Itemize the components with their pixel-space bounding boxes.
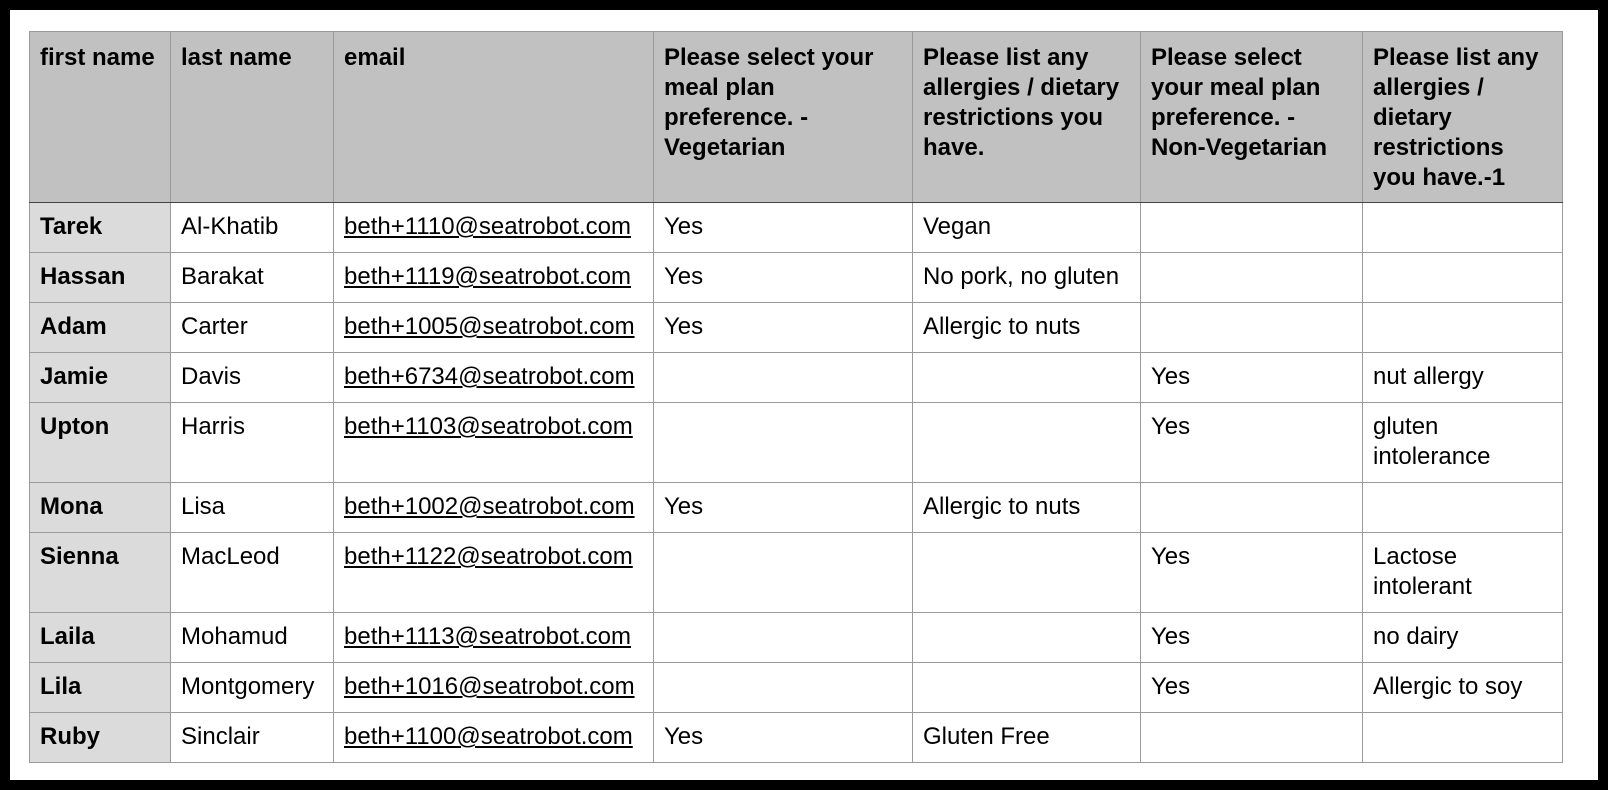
table-row <box>30 203 1563 253</box>
last-name-cell: Montgomery <box>171 663 334 713</box>
email-cell <box>334 533 654 613</box>
last-name-cell: Davis <box>171 353 334 403</box>
header-cell: email <box>334 32 654 203</box>
non-vegetarian-cell <box>1141 713 1363 763</box>
non-vegetarian-cell <box>1141 203 1363 253</box>
first-name-cell: Laila <box>30 613 171 663</box>
first-name-cell: Sienna <box>30 533 171 613</box>
vegetarian-allergies-cell <box>913 353 1141 403</box>
header-cell: first name <box>30 32 171 203</box>
email-link[interactable]: beth+6734@seatrobot.com <box>344 363 635 390</box>
vegetarian-allergies-cell <box>913 403 1141 483</box>
vegetarian-allergies-cell <box>913 533 1141 613</box>
email-cell <box>334 353 654 403</box>
non-vegetarian-allergies-cell <box>1363 303 1563 353</box>
first-name-cell: Lila <box>30 663 171 713</box>
first-name-cell: Adam <box>30 303 171 353</box>
vegetarian-cell <box>654 663 913 713</box>
non-vegetarian-cell: Yes <box>1141 613 1363 663</box>
vegetarian-cell <box>654 613 913 663</box>
email-link[interactable]: beth+1110@seatrobot.com <box>344 213 631 240</box>
header-cell: Please list any allergies / dietary restrictions you have. <box>913 32 1141 203</box>
table-row <box>30 713 1563 763</box>
non-vegetarian-cell: Yes <box>1141 353 1363 403</box>
email-cell <box>334 253 654 303</box>
non-vegetarian-allergies-cell <box>1363 253 1563 303</box>
first-name-cell: Mona <box>30 483 171 533</box>
email-cell <box>334 303 654 353</box>
email-link[interactable]: beth+1113@seatrobot.com <box>344 623 631 650</box>
first-name-cell: Tarek <box>30 203 171 253</box>
non-vegetarian-cell <box>1141 483 1363 533</box>
non-vegetarian-allergies-cell: Allergic to soy <box>1363 663 1563 713</box>
vegetarian-cell: Yes <box>654 253 913 303</box>
vegetarian-allergies-cell <box>913 663 1141 713</box>
email-cell <box>334 403 654 483</box>
sheet-frame <box>10 10 1598 780</box>
email-link[interactable]: beth+1016@seatrobot.com <box>344 673 635 700</box>
non-vegetarian-cell <box>1141 303 1363 353</box>
email-link[interactable]: beth+1005@seatrobot.com <box>344 313 635 340</box>
vegetarian-cell: Yes <box>654 713 913 763</box>
non-vegetarian-allergies-cell <box>1363 713 1563 763</box>
non-vegetarian-cell: Yes <box>1141 663 1363 713</box>
vegetarian-allergies-cell: No pork, no gluten <box>913 253 1141 303</box>
table-row <box>30 253 1563 303</box>
email-link[interactable]: beth+1103@seatrobot.com <box>344 413 633 440</box>
header-cell: last name <box>171 32 334 203</box>
non-vegetarian-allergies-cell: no dairy <box>1363 613 1563 663</box>
table-row <box>30 353 1563 403</box>
last-name-cell: Barakat <box>171 253 334 303</box>
header-cell: Please select your meal plan preference. - Vegetarian <box>654 32 913 203</box>
table-row <box>30 533 1563 613</box>
table-row <box>30 613 1563 663</box>
vegetarian-cell: Yes <box>654 303 913 353</box>
last-name-cell: Sinclair <box>171 713 334 763</box>
first-name-cell: Ruby <box>30 713 171 763</box>
header-row <box>30 32 1563 203</box>
guest-table <box>29 31 1563 763</box>
email-link[interactable]: beth+1100@seatrobot.com <box>344 723 633 750</box>
email-cell <box>334 713 654 763</box>
vegetarian-cell: Yes <box>654 483 913 533</box>
non-vegetarian-allergies-cell: gluten intolerance <box>1363 403 1563 483</box>
first-name-cell: Upton <box>30 403 171 483</box>
vegetarian-allergies-cell <box>913 613 1141 663</box>
vegetarian-cell: Yes <box>654 203 913 253</box>
vegetarian-cell <box>654 533 913 613</box>
table-row <box>30 483 1563 533</box>
last-name-cell: Lisa <box>171 483 334 533</box>
email-cell <box>334 613 654 663</box>
first-name-cell: Jamie <box>30 353 171 403</box>
vegetarian-cell <box>654 403 913 483</box>
non-vegetarian-cell: Yes <box>1141 403 1363 483</box>
vegetarian-allergies-cell: Gluten Free <box>913 713 1141 763</box>
table-row <box>30 663 1563 713</box>
last-name-cell: Al-Khatib <box>171 203 334 253</box>
email-link[interactable]: beth+1122@seatrobot.com <box>344 543 633 570</box>
email-cell <box>334 483 654 533</box>
email-link[interactable]: beth+1002@seatrobot.com <box>344 493 635 520</box>
email-cell <box>334 203 654 253</box>
vegetarian-allergies-cell: Allergic to nuts <box>913 303 1141 353</box>
header-cell: Please select your meal plan preference. - Non-Vegetarian <box>1141 32 1363 203</box>
non-vegetarian-allergies-cell: nut allergy <box>1363 353 1563 403</box>
non-vegetarian-allergies-cell <box>1363 203 1563 253</box>
vegetarian-cell <box>654 353 913 403</box>
last-name-cell: Carter <box>171 303 334 353</box>
header-cell: Please list any allergies / dietary restrictions you have.-1 <box>1363 32 1563 203</box>
last-name-cell: Mohamud <box>171 613 334 663</box>
vegetarian-allergies-cell: Vegan <box>913 203 1141 253</box>
vegetarian-allergies-cell: Allergic to nuts <box>913 483 1141 533</box>
non-vegetarian-cell <box>1141 253 1363 303</box>
last-name-cell: MacLeod <box>171 533 334 613</box>
non-vegetarian-cell: Yes <box>1141 533 1363 613</box>
email-link[interactable]: beth+1119@seatrobot.com <box>344 263 631 290</box>
table-row <box>30 403 1563 483</box>
non-vegetarian-allergies-cell: Lactose intolerant <box>1363 533 1563 613</box>
first-name-cell: Hassan <box>30 253 171 303</box>
non-vegetarian-allergies-cell <box>1363 483 1563 533</box>
table-row <box>30 303 1563 353</box>
email-cell <box>334 663 654 713</box>
last-name-cell: Harris <box>171 403 334 483</box>
